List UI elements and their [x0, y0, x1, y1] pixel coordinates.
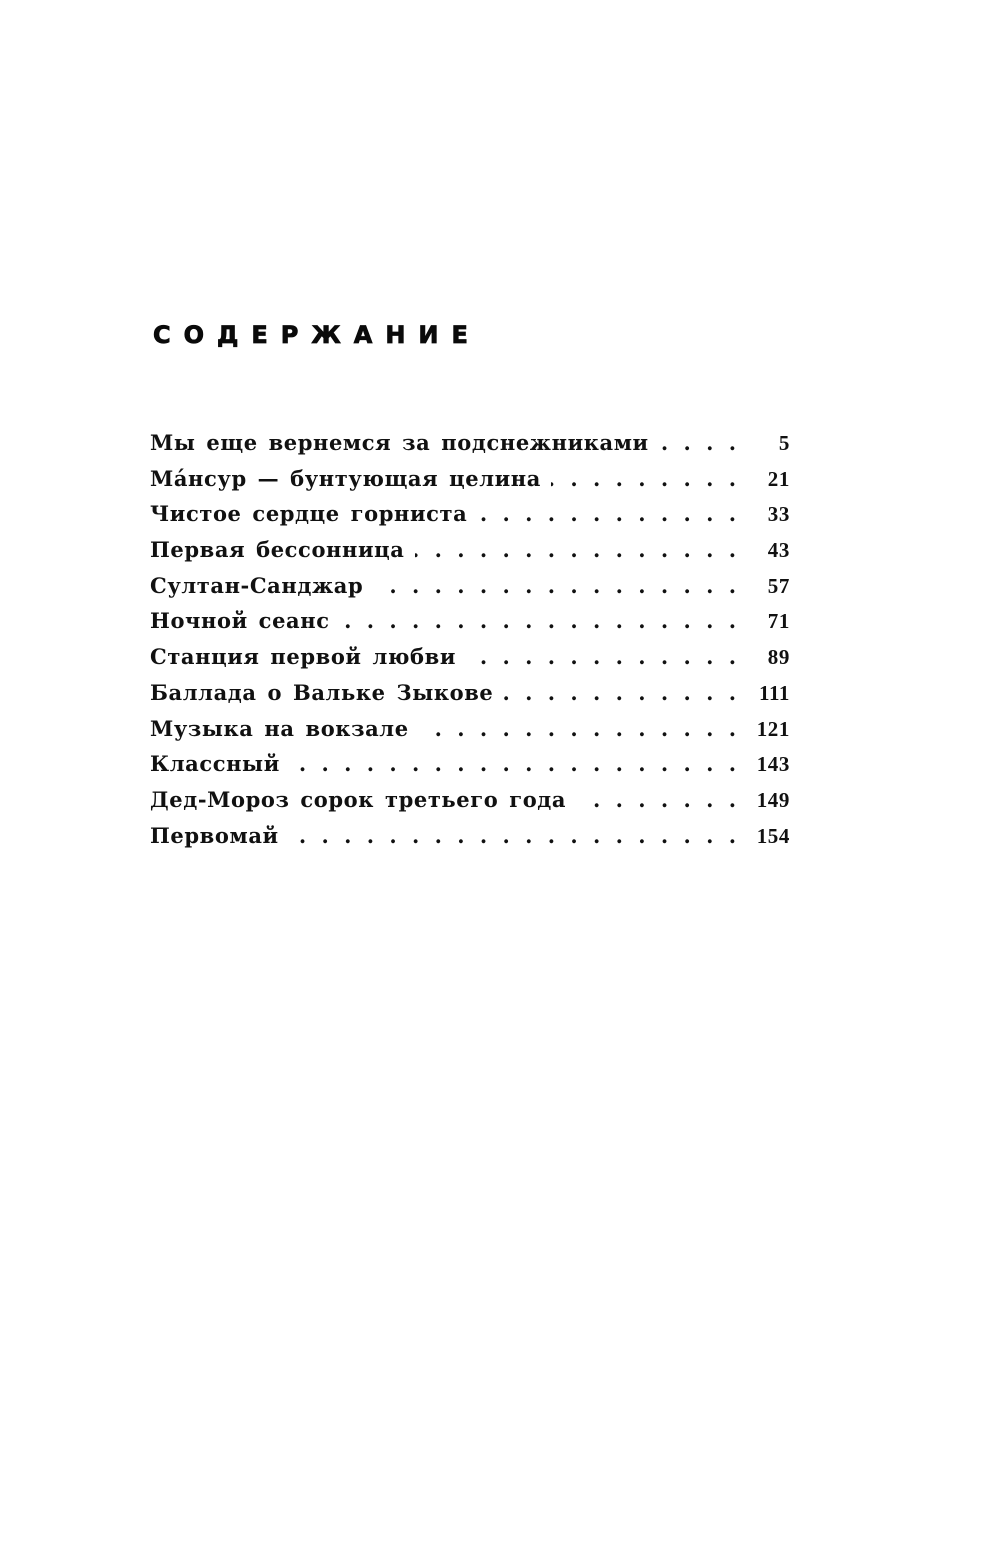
- toc-entry-title: Первая бессонница: [150, 537, 405, 563]
- toc-dot-leader: [289, 823, 740, 848]
- toc-list: [150, 430, 790, 858]
- toc-entry-title: Баллада о Вальке Зыкове: [150, 679, 494, 705]
- toc-dot-leader: [373, 573, 740, 598]
- toc-dot-leader: [466, 644, 740, 669]
- toc-heading: СОДЕРЖАНИЕ: [153, 321, 481, 349]
- toc-entry-page: 111: [759, 680, 790, 705]
- toc-entry-title: Дед-Мороз сорок третьего года: [150, 786, 567, 812]
- toc-entry-page: 43: [767, 538, 790, 563]
- toc-dot-leader: [415, 537, 741, 562]
- toc-entry-title: Ма́нсур — бунтующая целина: [150, 465, 541, 491]
- toc-entry: [150, 751, 790, 787]
- toc-entry: [150, 680, 790, 716]
- toc-entry: [150, 716, 790, 752]
- toc-entry: [150, 608, 790, 644]
- toc-entry-title: Музыка на вокзале: [150, 715, 409, 741]
- toc-entry: [150, 823, 790, 859]
- toc-dot-leader: [551, 466, 740, 491]
- toc-entry: [150, 537, 790, 573]
- toc-entry-page: 149: [756, 787, 790, 812]
- toc-dot-leader: [659, 430, 740, 455]
- toc-entry-page: 154: [756, 823, 790, 848]
- toc-entry-page: 121: [756, 716, 790, 741]
- toc-entry-page: 21: [767, 466, 790, 491]
- toc-dot-leader: [477, 501, 740, 526]
- toc-dot-leader: [576, 787, 740, 812]
- toc-entry-title: Первомай: [150, 822, 279, 848]
- toc-dot-leader: [419, 716, 740, 741]
- toc-entry-title: Станция первой любви: [150, 644, 457, 670]
- toc-entry: [150, 644, 790, 680]
- toc-entry-title: Классный: [150, 751, 280, 777]
- toc-entry: [150, 501, 790, 537]
- toc-entry-title: Чистое сердце горниста: [150, 501, 468, 527]
- toc-entry: [150, 466, 790, 502]
- toc-dot-leader: [503, 680, 740, 705]
- toc-entry-title: Султан-Санджар: [150, 572, 364, 598]
- toc-entry-page: 143: [756, 752, 790, 777]
- toc-entry-page: 5: [778, 431, 790, 455]
- toc-entry-page: 33: [767, 502, 790, 527]
- toc-entry: [150, 573, 790, 609]
- toc-entry-page: 89: [767, 645, 790, 670]
- toc-entry-title: Ночной сеанс: [150, 608, 330, 634]
- toc-entry: [150, 787, 790, 823]
- toc-entry-page: 71: [767, 609, 790, 634]
- toc-dot-leader: [340, 608, 740, 633]
- toc-entry-page: 57: [767, 573, 790, 598]
- toc-entry-title: Мы еще вернемся за подснежниками: [150, 430, 649, 455]
- toc-entry: [150, 430, 790, 466]
- toc-dot-leader: [290, 751, 740, 776]
